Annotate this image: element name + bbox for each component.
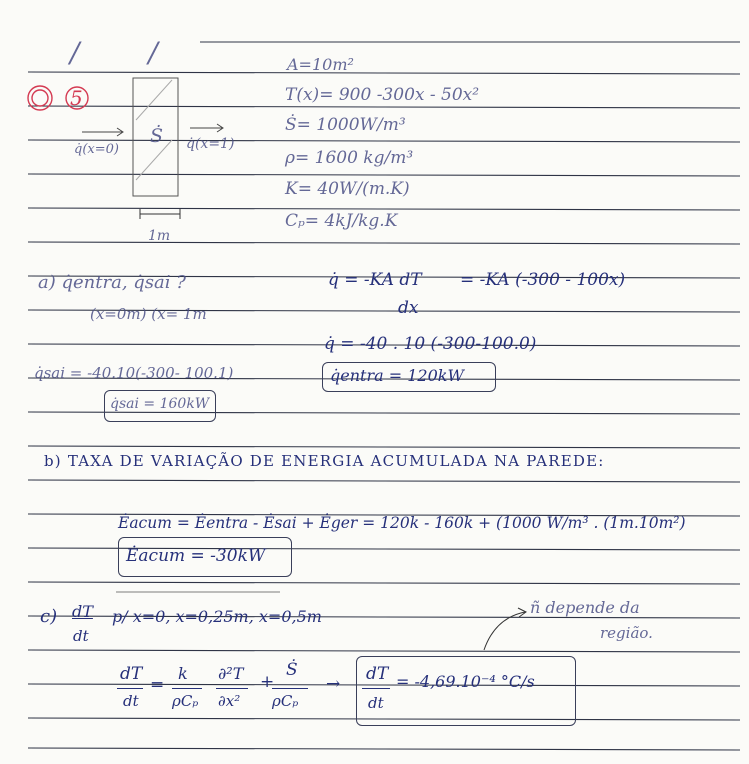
given-generation: Ṡ= 1000W/m³ — [285, 115, 406, 135]
q-out-result: q̇sai = 160kW — [110, 396, 210, 412]
heat-eq-equals: = — [150, 675, 165, 695]
heat-eq-t1-num: k — [178, 664, 188, 683]
rate-result-num: dT — [366, 664, 389, 684]
fourier-law-denominator: dx — [398, 298, 419, 318]
date-marks: / / — [70, 36, 188, 69]
heat-eq-lhs-bar — [117, 688, 143, 689]
part-c-dt-numerator: dT — [72, 602, 93, 621]
rate-result-box — [356, 656, 576, 726]
heat-eq-t1-bar — [172, 688, 202, 689]
given-area: A=10m² — [287, 55, 354, 74]
q-in-result: q̇entra = 120kW — [330, 366, 464, 385]
part-b-label: b) TAXA DE VARIAÇÃO DE ENERGIA ACUMULADA NA PAREDE: — [44, 452, 605, 470]
heat-eq-arrow: → — [326, 674, 341, 694]
rate-result-value: = -4,69.10⁻⁴ °C/s — [396, 672, 535, 691]
heat-eq-t2-bar — [216, 688, 248, 689]
q-at-zero-equation: q̇ = -40 . 10 (-300-100.0) — [324, 334, 537, 354]
problem-number: 5 — [70, 86, 83, 110]
heat-eq-t3-den: ρCₚ — [272, 692, 299, 710]
energy-result: Ėacum = -30kW — [126, 546, 266, 566]
sketch-width: 1m — [148, 228, 171, 244]
heat-eq-t1-den: ρCₚ — [172, 692, 199, 710]
sketch-generation: Ṡ — [150, 125, 164, 147]
heat-eq-t3-num: Ṡ — [286, 660, 298, 680]
given-density: ρ= 1600 kg/m³ — [285, 148, 414, 168]
fourier-law: q̇ = -KA dT — [328, 270, 422, 290]
given-conductivity: K= 40W/(m.K) — [285, 179, 410, 199]
note-line-1: ñ depende da — [530, 598, 640, 617]
heat-eq-t2-num: ∂²T — [218, 664, 244, 683]
rate-result-bar — [362, 688, 390, 689]
given-temperature: T(x)= 900 -300x - 50x² — [285, 85, 480, 105]
heat-eq-t3-bar — [272, 688, 308, 689]
heat-eq-lhs-num: dT — [120, 664, 143, 684]
part-a-label: a) q̇entra, q̇sai ? — [38, 272, 186, 293]
part-c-label: c) — [40, 606, 58, 627]
note-line-2: região. — [600, 624, 653, 642]
given-specific-heat: Cₚ= 4kJ/kg.K — [285, 211, 398, 231]
part-a-conditions: (x=0m) (x= 1m — [90, 305, 207, 323]
sketch-q-out: q̇(x=1) — [186, 136, 235, 152]
heat-eq-plus: + — [260, 672, 275, 692]
q-out-equation: q̇sai = -40.10(-300- 100.1) — [34, 364, 234, 382]
sketch-q-in: q̇(x=0) — [74, 142, 119, 157]
part-c-dt-denominator: dt — [73, 627, 89, 645]
energy-balance-equation: Ėacum = Ėentra - Ėsai + Ėger = 120k - 160k + (1000 W/m³ . (1m.10m²) — [118, 514, 686, 532]
heat-eq-t2-den: ∂x² — [218, 692, 241, 710]
fourier-law-rhs: = -KA (-300 - 100x) — [460, 270, 626, 290]
rate-result-den: dt — [368, 694, 384, 712]
heat-eq-lhs-den: dt — [123, 692, 139, 710]
evaluation-points: p/ x=0, x=0,25m, x=0,5m — [112, 607, 322, 626]
